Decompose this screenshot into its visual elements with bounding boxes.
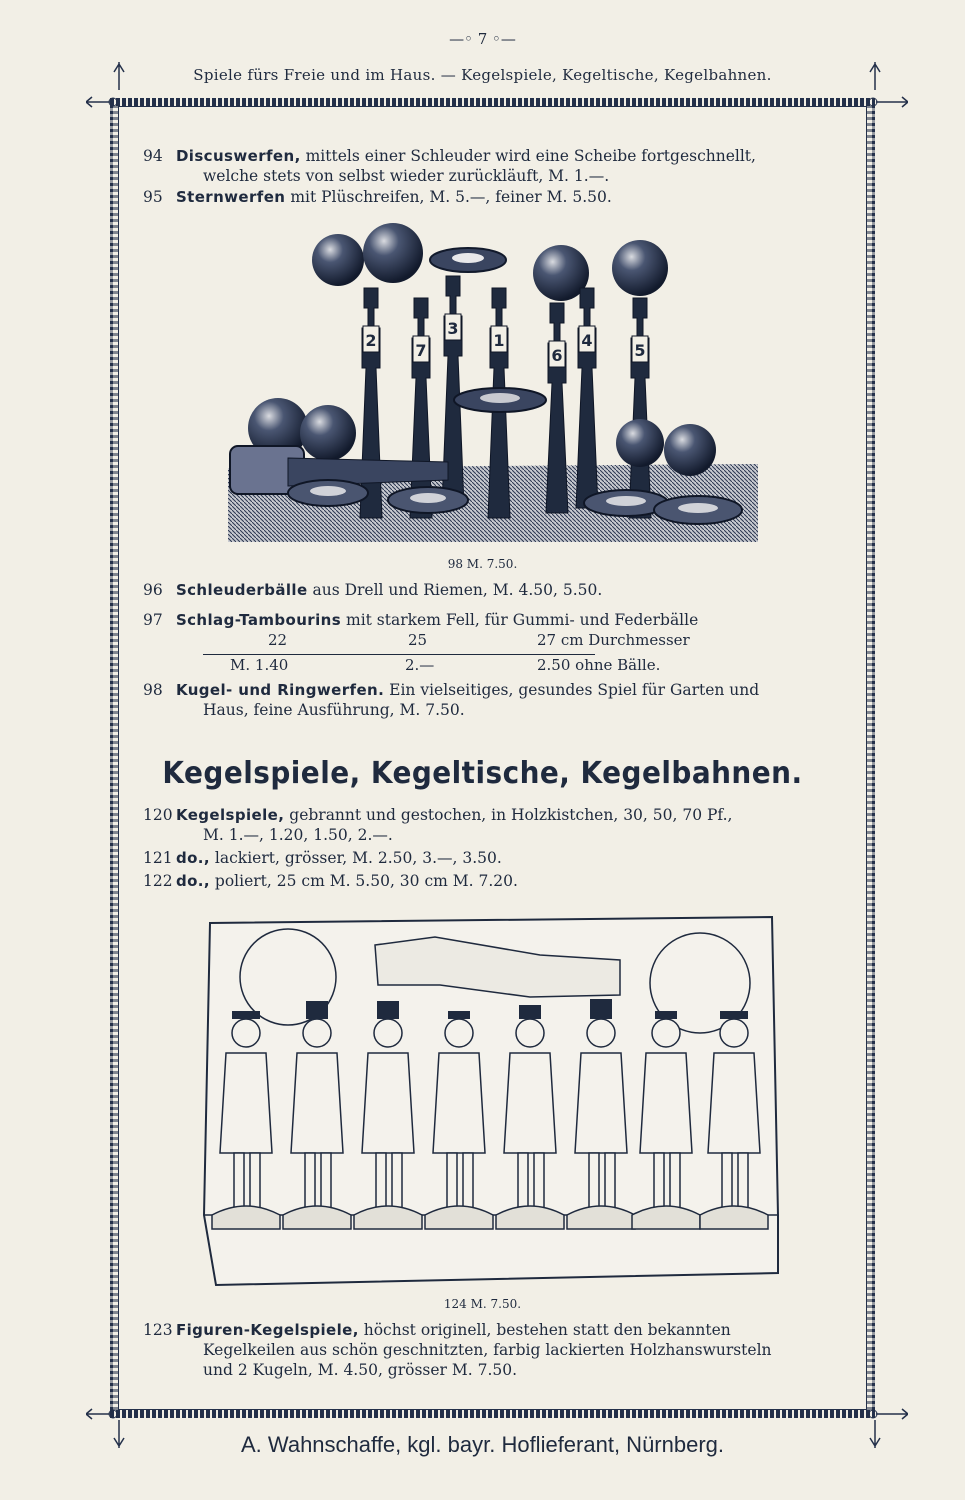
pin-number: 6 (551, 346, 563, 365)
entry-title: Schlag-Tambourins (175, 611, 342, 629)
ball (616, 419, 664, 467)
ring-hole (678, 503, 718, 513)
size-col-3: 27 cm Durchmesser (537, 631, 690, 649)
skittle (576, 288, 598, 508)
size-col-2: 25 (408, 631, 428, 649)
entry-120 (143, 805, 855, 825)
border-arrow-top-right (868, 92, 908, 112)
footer-arrow-mark-right (868, 1420, 882, 1448)
entry-title: Sternwerfen (175, 188, 286, 206)
entry-97 (143, 610, 855, 630)
price-col-3: 2.50 ohne Bälle. (537, 656, 661, 674)
ball (300, 405, 356, 461)
figure-hat (448, 1011, 470, 1019)
illustration-ball-ring-game (228, 218, 758, 542)
entry-98 (143, 680, 855, 700)
pin-number: 3 (447, 319, 459, 338)
entry-title: do., (175, 849, 210, 867)
pin-number: 7 (415, 341, 427, 360)
border-band-bottom (110, 1410, 875, 1418)
entry-title: Kugel- und Ringwerfen. (175, 681, 385, 699)
entry-number: 96 (143, 581, 163, 599)
running-header: Spiele fürs Freie und im Haus. — Kegelspiele, Kegeltische, Kegelbahnen. (193, 66, 772, 84)
pin-number: 1 (493, 331, 505, 350)
entry-94-continuation: welche stets von selbst wieder zurückläuft, M. 1.—. (203, 167, 610, 185)
entry-text: poliert, 25 cm M. 5.50, 30 cm M. 7.20. (214, 872, 518, 890)
entry-96 (143, 580, 855, 600)
figure-hat (655, 1011, 677, 1019)
ring-hole (606, 496, 646, 506)
entry-text: mit starkem Fell, für Gummi- und Federbälle (346, 611, 699, 629)
figure-hat (720, 1011, 748, 1019)
entry-120-continuation: M. 1.—, 1.20, 1.50, 2.—. (203, 826, 393, 844)
border-band-top (110, 98, 875, 106)
page-number: —◦ 7 ◦— (449, 30, 516, 48)
skittle (629, 298, 651, 518)
figure-caption: 98 M. 7.50. (447, 557, 518, 571)
entry-title: Figuren-Kegelspiele, (175, 1321, 359, 1339)
entry-text: Ein vielseitiges, gesundes Spiel für Garten und (389, 681, 760, 699)
section-title: Kegelspiele, Kegeltische, Kegelbahnen. (162, 756, 803, 791)
entry-number: 122 (143, 872, 173, 890)
ball (312, 234, 364, 286)
ornament-left: —◦ (449, 30, 478, 48)
ring-hole (310, 486, 346, 496)
price-col-2: 2.— (405, 656, 435, 674)
pin-number: 2 (365, 331, 377, 350)
publisher-footer: A. Wahnschaffe, kgl. bayr. Hoflieferant, Nürnberg. (240, 1432, 725, 1457)
entry-122 (143, 871, 855, 891)
entry-number: 97 (143, 611, 163, 629)
entry-94 (143, 146, 855, 166)
entry-number: 120 (143, 806, 173, 824)
price-col-1: M. 1.40 (230, 656, 289, 674)
entry-number: 123 (143, 1321, 173, 1339)
entry-text: gebrannt und gestochen, in Holzkistchen, 30, 50, 70 Pf., (289, 806, 733, 824)
border-arrow-top-left (86, 92, 118, 112)
table-rule (203, 654, 595, 655)
pin-number: 5 (634, 341, 646, 360)
entry-number: 98 (143, 681, 163, 699)
figure-caption: 124 M. 7.50. (443, 1297, 522, 1311)
ring-hole (410, 493, 446, 503)
entry-title: Schleuderbälle (175, 581, 308, 599)
skittle (410, 298, 432, 518)
entry-number: 121 (143, 849, 173, 867)
entry-98-continuation: Haus, feine Ausführung, M. 7.50. (203, 701, 465, 719)
ring-hole (480, 393, 520, 403)
entry-text: mittels einer Schleuder wird eine Scheibe fortgeschnellt, (305, 147, 756, 165)
entry-95 (143, 187, 855, 207)
entry-number: 94 (143, 147, 163, 165)
entry-123-continuation: Kegelkeilen aus schön geschnitzten, farbig lackierten Holzhanswursteln (203, 1341, 772, 1359)
entry-123-continuation-2: und 2 Kugeln, M. 4.50, grösser M. 7.50. (203, 1361, 518, 1379)
figure-hat (232, 1011, 260, 1019)
header-arrow-mark-right (868, 62, 882, 90)
ball (612, 240, 668, 296)
pin-number: 4 (581, 331, 593, 350)
entry-number: 95 (143, 188, 163, 206)
figure-hat (590, 999, 612, 1019)
illustration-figure-skittles-box (200, 915, 782, 1287)
ball (664, 424, 716, 476)
entry-123 (143, 1320, 855, 1340)
entry-text: lackiert, grösser, M. 2.50, 3.—, 3.50. (214, 849, 502, 867)
figure-hat (377, 1001, 399, 1019)
ring-hole (452, 253, 484, 263)
entry-title: Kegelspiele, (175, 806, 285, 824)
entry-title: do., (175, 872, 210, 890)
entry-text: mit Plüschreifen, M. 5.—, feiner M. 5.50. (290, 188, 612, 206)
ball (363, 223, 423, 283)
figure-hat (519, 1005, 541, 1019)
entry-text: aus Drell und Riemen, M. 4.50, 5.50. (312, 581, 603, 599)
figure-hat (306, 1001, 328, 1019)
entry-text: höchst originell, bestehen statt den bekannten (363, 1321, 731, 1339)
entry-121 (143, 848, 855, 868)
skittle (546, 303, 568, 513)
ornament-right: ◦— (487, 30, 516, 48)
size-col-1: 22 (268, 631, 288, 649)
entry-title: Discuswerfen, (175, 147, 301, 165)
